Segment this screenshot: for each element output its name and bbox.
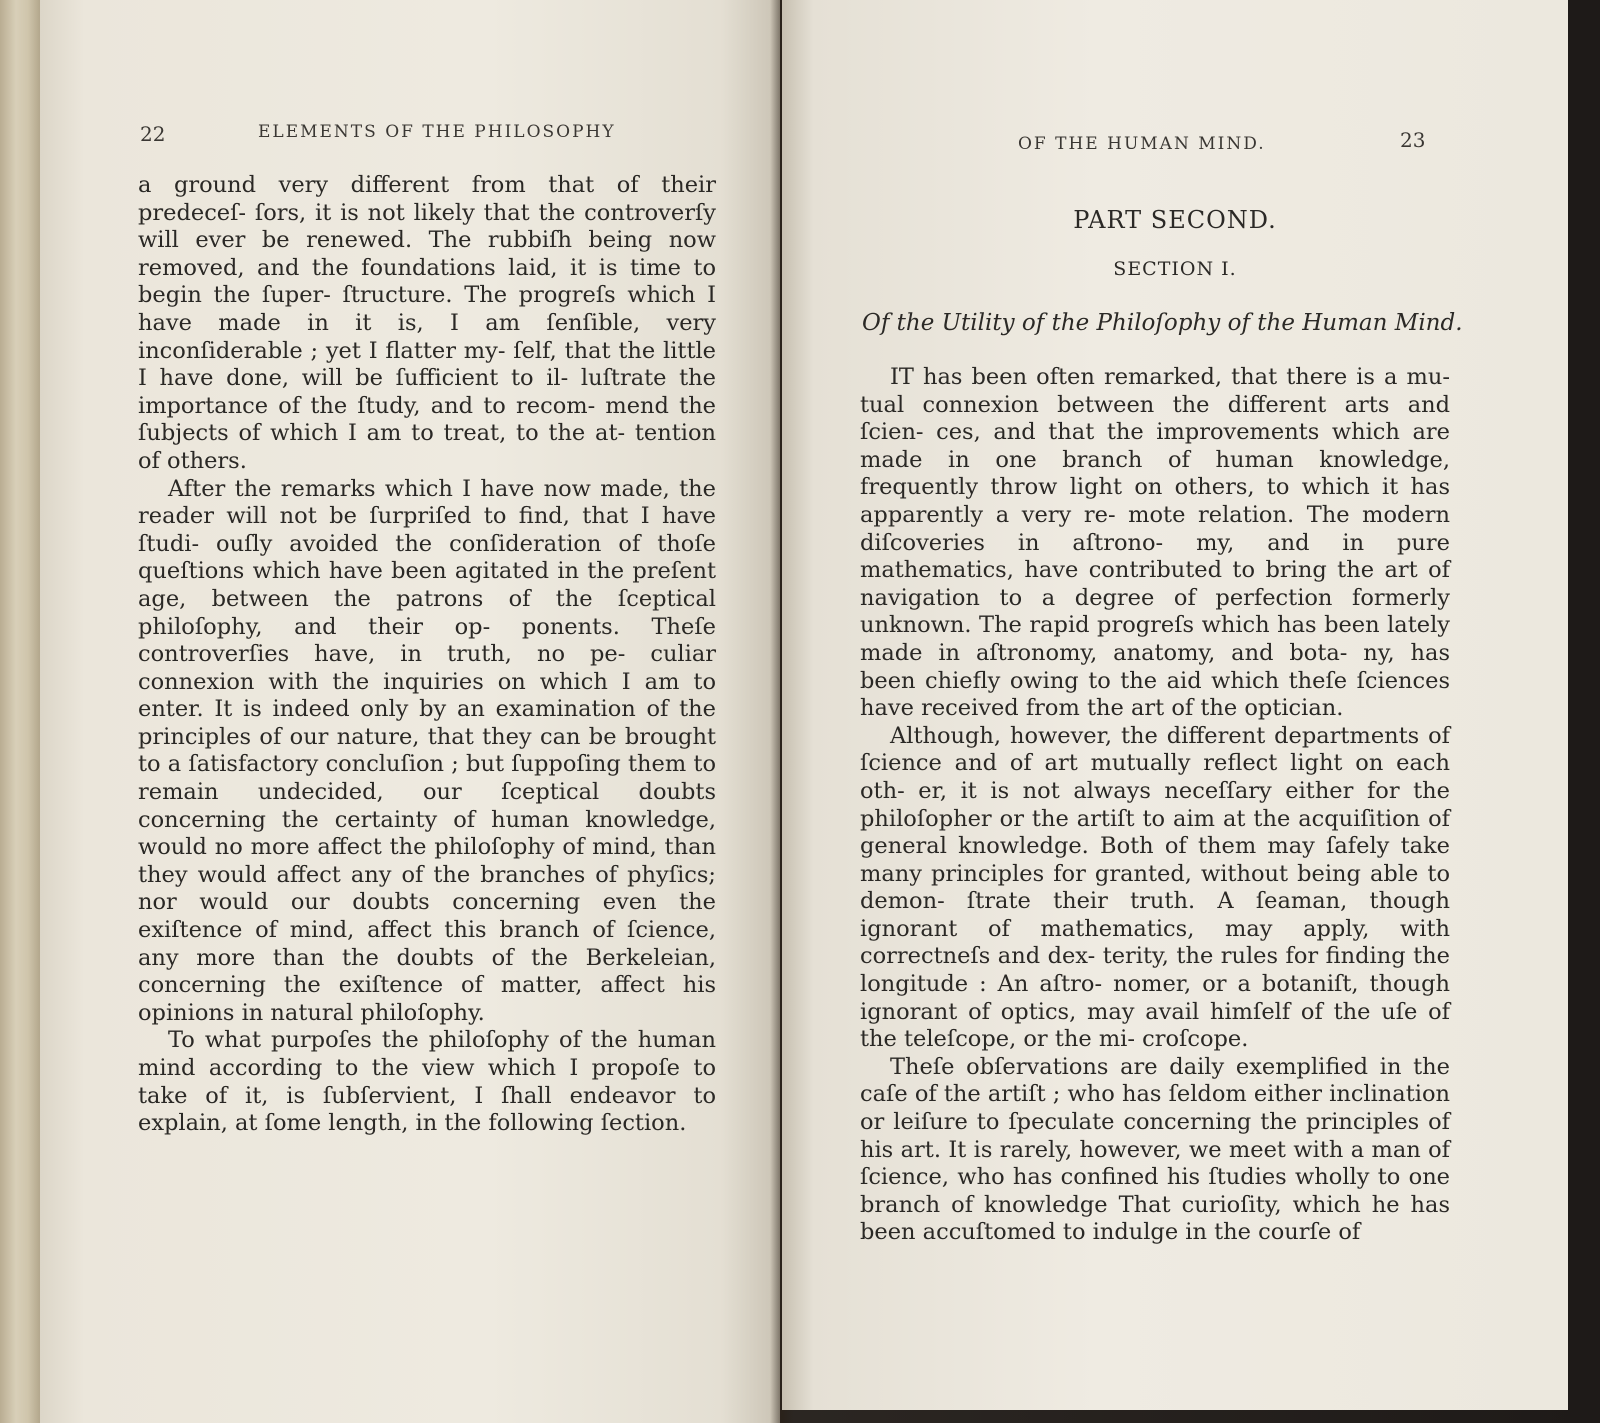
right-page [782, 0, 1568, 1410]
page-number: 22 [140, 122, 166, 146]
chapter-title: Of the Utility of the Philoſophy of the Human Mind. [862, 310, 1463, 336]
book-cover-edge [0, 0, 40, 1423]
left-page [40, 0, 780, 1423]
page-number: 23 [1400, 128, 1426, 152]
paragraph: a ground very different from that of their predeceſ- ſors, it is not likely that the controverſy will ever be renewed. The rubbiſh being now removed, and the foundations laid, it is time to begin the ſuper- ſtructure. The progreſs which I have made in it is, I am ſenſible, very inconſiderable ; yet I flatter my- ſelf, that the little I have done, will be ſufficient to il- luſtrate the importance of the ſtudy, and to recom- mend the ſubjects of which I am to treat, to the at- tention of others. [138, 172, 716, 474]
paragraph: Although, however, the different departments of ſcience and of art mutually reflect light on each oth- er, it is not always neceſſary either for the philoſopher or the artiſt to aim at the acquiſition of general knowledge. Both of them may ſafely take many principles for granted, without being able to demon- ſtrate their truth. A ſeaman, though ignorant of mathematics, may apply, with correctneſs and dex- terity, the rules for finding the longitude : An aſtro- nomer, or a botaniſt, though ignorant of optics, may avail himſelf of the uſe of the teleſcope, or the mi- croſcope. [860, 722, 1450, 1053]
body-text [138, 172, 716, 1138]
section-title: SECTION I. [1113, 258, 1237, 280]
paragraph: After the remarks which I have now made, the reader will not be ſurpriſed to find, that I have ſtudi- ouſly avoided the conſideration of thoſe queſtions which have been agitated in the preſent age, between the patrons of the ſceptical philoſophy, and their op- ponents. Theſe controverſies have, in truth, no pe- culiar connexion with the inquiries on which I am to enter. It is indeed only by an examination of the principles of our nature, that they can be brought to a ſatisfactory concluſion ; but ſuppoſing them to remain undecided, our ſceptical doubts concerning the certainty of human knowledge, would no more affect the philoſophy of mind, than they would affect any of the branches of phyſics; nor would our doubts concerning even the exiſtence of mind, affect this branch of ſcience, any more than the doubts of the Berkeleian, concerning the exiſtence of matter, affect his opinions in natural philoſophy. [138, 475, 716, 1026]
running-head: ELEMENTS OF THE PHILOSOPHY [258, 122, 616, 142]
paragraph: To what purpoſes the philoſophy of the human mind according to the view which I propoſe to take of it, is ſubſervient, I ſhall endeavor to explain, at ſome length, in the following ſection. [138, 1027, 716, 1137]
paragraph: Theſe obſervations are daily exemplified in the caſe of the artiſt ; who has ſeldom either inclination or leiſure to ſpeculate concerning the principles of his art. It is rarely, however, we meet with a man of ſcience, who has confined his ſtudies wholly to one branch of knowledge That curioſity, which he has been accuſtomed to indulge in the courſe of [860, 1053, 1450, 1246]
body-text [860, 364, 1450, 1247]
part-title: PART SECOND. [1073, 206, 1277, 234]
running-head: OF THE HUMAN MIND. [1018, 134, 1266, 154]
paragraph: IT has been often remarked, that there is a mu- tual connexion between the different arts and ſcien- ces, and that the improvements which are made in one branch of human knowledge, frequently throw light on others, to which it has apparently a very re- mote relation. The modern diſcoveries in aſtrono- my, and in pure mathematics, have contributed to bring the art of navigation to a degree of perfection formerly unknown. The rapid progreſs which has been lately made in aſtronomy, anatomy, and bota- ny, has been chiefly owing to the aid which theſe ſciences have received from the art of the optician. [860, 364, 1450, 722]
